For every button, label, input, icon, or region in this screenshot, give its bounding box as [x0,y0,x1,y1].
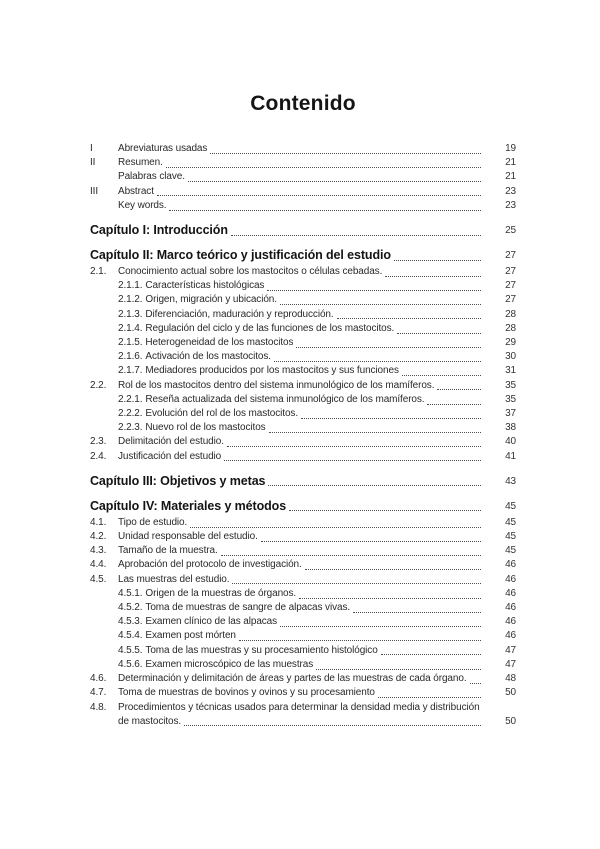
page-number: 23 [505,199,516,211]
toc-entry-row [90,156,516,170]
page-number: 46 [505,616,516,628]
dotted-leader [166,167,481,168]
toc-entry-row [90,516,516,530]
dotted-leader [385,276,481,277]
chapter-title: Capítulo III: Objetivos y metas [90,473,266,488]
page-number: 50 [505,687,516,699]
toc-entry-row [90,686,516,700]
page-number: 27 [505,266,516,278]
entry-label: Activación de los mastocitos. [145,351,271,363]
entry-number: 2.2.1. [118,393,143,405]
entry-label: Reseña actualizada del sistema inmunológico de los mamíferos. [145,393,425,405]
dotted-leader [280,626,481,627]
toc-entry-row [90,421,516,435]
page-number: 23 [505,185,516,197]
page-number: 19 [505,143,516,154]
entry-number: 2.1.1. [118,280,143,292]
entry-label: Examen clínico de las alpacas [145,616,278,628]
dotted-leader [221,555,481,556]
page-number: 28 [505,308,516,320]
dotted-leader [188,181,481,182]
entry-label: Las muestras del estudio. [118,573,230,585]
entry-number: 4.5.5. [118,644,143,656]
entry-number: 4.6. [90,673,107,685]
page-number: 46 [505,630,516,642]
page-number: 30 [505,351,516,363]
entry-label: Unidad responsable del estudio. [118,531,258,543]
entry-label: Tipo de estudio. [118,516,188,528]
page-number: 43 [505,475,516,487]
page-number: 35 [505,393,516,405]
dotted-leader [299,598,481,599]
entry-number: 4.3. [90,545,107,557]
entry-label: Origen, migración y ubicación. [145,294,277,306]
page-number: 46 [505,559,516,571]
toc-entry-row [90,601,516,615]
entry-label: Evolución del rol de los mastocitos. [145,408,299,420]
toc-entry-row [90,530,516,544]
page-title: Contenido [250,92,356,115]
toc-chapter-row [90,223,516,238]
dotted-leader [470,683,482,684]
dotted-leader [210,153,481,154]
dotted-leader [239,640,481,641]
entry-label: Tamaño de la muestra. [118,545,218,557]
entry-number: II [90,157,96,169]
entry-label: Características histológicas [145,280,265,292]
entry-label: Key words. [118,199,167,211]
entry-number: 2.1. [90,266,107,278]
toc-entry-row [90,450,516,464]
page-number: 35 [505,379,516,391]
entry-label: Origen de la muestras de órganos. [145,587,297,599]
entry-number: 2.3. [90,436,107,448]
page-number: 28 [505,322,516,334]
toc-chapter-row [90,499,516,514]
toc-entry-row [90,644,516,658]
entry-label: Resumen. [118,157,163,169]
entry-number: 2.1.5. [118,337,143,349]
chapter-title: Capítulo I: Introducción [90,223,228,238]
toc-entry-row [90,379,516,393]
toc-entry-row [90,322,516,336]
page-number: 45 [505,500,516,512]
page-number: 47 [505,644,516,656]
dotted-leader [231,235,481,236]
toc-entry-row [90,435,516,449]
entry-label: Examen microscópico de las muestras [145,658,314,670]
toc-entry-row [90,279,516,293]
page-number: 45 [505,531,516,543]
dotted-leader [169,210,481,211]
entry-label: Rol de los mastocitos dentro del sistema inmunológico de los mamíferos. [118,379,435,391]
toc-entry-row [90,336,516,350]
toc-chapter-row [90,474,516,489]
entry-number: 4.5.6. [118,658,143,670]
entry-label: Abreviaturas usadas [118,143,208,154]
dotted-leader [157,195,481,196]
toc-entry-row [90,701,516,715]
page-number: 46 [505,587,516,599]
dotted-leader [280,304,481,305]
dotted-leader [378,697,481,698]
page-number: 29 [505,337,516,349]
dotted-leader [301,418,481,419]
toc-entry-row [90,629,516,643]
chapter-title: Capítulo II: Marco teórico y justificación del estudio [90,248,391,263]
toc-entry-row [90,658,516,672]
page-number: 37 [505,408,516,420]
entry-label: Toma de las muestras y su procesamiento histológico [145,644,378,656]
entry-number: 2.1.4. [118,322,143,334]
entry-number: 2.2.2. [118,408,143,420]
page-number: 38 [505,422,516,434]
entry-label: Determinación y delimitación de áreas y partes de las muestras de cada órgano. [118,673,467,685]
entry-label: Toma de muestras de bovinos y ovinos y su procesamiento [118,687,375,699]
toc-entry-row [90,308,516,322]
page-number: 27 [505,280,516,292]
entry-number: 4.5.1. [118,587,143,599]
entry-label: Procedimientos y técnicas usados para determinar la densidad media y distribución [118,701,480,713]
dotted-leader [190,527,481,528]
page-number: 31 [505,365,516,377]
entry-label: Abstract [118,185,154,197]
entry-number: 4.1. [90,516,107,528]
dotted-leader [269,432,481,433]
toc-chapter-row [90,248,516,263]
entry-number: 2.1.6. [118,351,143,363]
entry-label: Nuevo rol de los mastocitos [145,422,266,434]
entry-number: III [90,185,99,197]
entry-number: 4.5.2. [118,602,143,614]
toc-entry-row [90,142,516,156]
dotted-leader [337,318,481,319]
dotted-leader [274,361,481,362]
entry-number: 2.4. [90,450,107,462]
dotted-leader [296,347,481,348]
page-number: 25 [505,225,516,237]
entry-label: Examen post mórten [145,630,236,642]
page-number: 27 [505,294,516,306]
page-number: 21 [505,171,516,183]
entry-label: Toma de muestras de sangre de alpacas vivas. [145,602,351,614]
toc-entry-row [90,672,516,686]
entry-label: de mastocitos. [118,715,182,727]
toc-entry-row [90,573,516,587]
entry-number: 4.8. [90,701,107,713]
toc-entry-row [90,615,516,629]
entry-label: Justificación del estudio [118,450,222,462]
dotted-leader [224,460,481,461]
entry-number: 4.4. [90,559,107,571]
entry-number: 4.7. [90,687,107,699]
page-number: 47 [505,658,516,670]
toc-entry-row [90,293,516,307]
entry-number: 4.2. [90,531,107,543]
entry-label: Diferenciación, maduración y reproducción. [145,308,334,320]
page-number: 45 [505,516,516,528]
dotted-leader [394,260,481,261]
toc-entry-row [90,544,516,558]
dotted-leader [184,725,481,726]
dotted-leader [437,389,481,390]
toc-entry-row [90,558,516,572]
entry-number: 2.1.7. [118,365,143,377]
toc-entry-row [90,587,516,601]
entry-label: Heterogeneidad de los mastocitos [145,337,294,349]
entry-number: 4.5. [90,573,107,585]
page-number: 45 [505,545,516,557]
page-number: 46 [505,602,516,614]
entry-label: Conocimiento actual sobre los mastocitos o células cebadas. [118,266,383,278]
toc-entry-row [90,364,516,378]
entry-label: Palabras clave. [118,171,185,183]
dotted-leader [267,290,481,291]
toc-entry-row [90,407,516,421]
entry-number: 4.5.3. [118,616,143,628]
page-number: 21 [505,157,516,169]
page-number: 27 [505,250,516,262]
dotted-leader [305,569,481,570]
entry-number: I [90,143,93,154]
toc-entry-row [90,350,516,364]
page-number: 48 [505,673,516,685]
dotted-leader [268,485,481,486]
toc-entry-row [90,393,516,407]
dotted-leader [397,333,481,334]
entry-number: 2.2.3. [118,422,143,434]
entry-number: 2.2. [90,379,107,391]
dotted-leader [227,446,481,447]
toc-entry-row [90,265,516,279]
toc-entry-row [90,715,516,729]
toc-entry-row [90,199,516,213]
chapter-title: Capítulo IV: Materiales y métodos [90,498,287,513]
entry-label: Aprobación del protocolo de investigación. [118,559,302,571]
dotted-leader [402,375,481,376]
dotted-leader [232,583,481,584]
entry-label: Regulación del ciclo y de las funciones de los mastocitos. [145,322,395,334]
page-number: 40 [505,436,516,448]
dotted-leader [381,654,481,655]
toc-list [90,142,516,729]
dotted-leader [427,404,481,405]
page-number: 41 [505,450,516,462]
dotted-leader [261,541,481,542]
entry-number: 2.1.2. [118,294,143,306]
entry-label: Mediadores producidos por los mastocitos y sus funciones [145,365,399,377]
toc-entry-row [90,185,516,199]
entry-number: 2.1.3. [118,308,143,320]
page-number: 46 [505,573,516,585]
entry-label: Delimitación del estudio. [118,436,224,448]
toc-entry-row [90,170,516,184]
dotted-leader [316,669,481,670]
entry-number: 4.5.4. [118,630,143,642]
dotted-leader [353,612,481,613]
page-number: 50 [505,715,516,727]
dotted-leader [289,510,481,511]
